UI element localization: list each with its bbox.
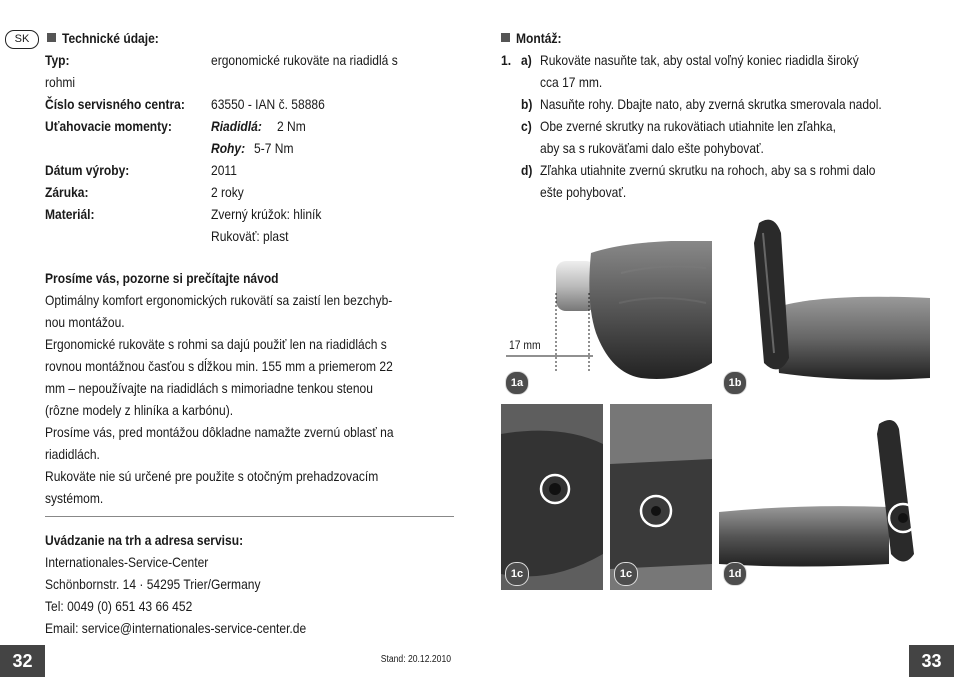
read-heading: Prosíme vás, pozorne si prečítajte návod	[45, 270, 279, 286]
section-divider	[45, 516, 454, 517]
tech-heading: Technické údaje:	[62, 30, 159, 46]
email-line: Email: service@internationales-service-center.de	[45, 620, 307, 636]
text-line: (rôzne modely z hliníka a karbónu).	[45, 402, 234, 418]
figure-1c-clamp	[610, 404, 712, 590]
spec-value-em: Riadidlá:	[211, 118, 262, 134]
page-number-left: 32	[0, 645, 45, 677]
step-text: aby sa s rukoväťami dalo ešte pohybovať.	[540, 140, 764, 156]
step-text: Zľahka utiahnite zvernú skrutku na rohoch, aby sa s rohmi dalo	[540, 162, 876, 178]
spec-value: Zverný krúžok: hliník	[211, 206, 322, 222]
spec-value: ergonomické rukoväte na riadidlá s	[211, 52, 398, 68]
grip-handlebar-illustration	[501, 213, 712, 395]
text-line: Rukoväte nie sú určené pre použite s otočným prehadzovacím	[45, 468, 379, 484]
step-number: 1.	[501, 52, 512, 68]
section-bullet-icon	[47, 33, 56, 42]
spec-value: 63550 - IAN č. 58886	[211, 96, 325, 112]
figure-label: 1a	[505, 371, 529, 395]
step-text: cca 17 mm.	[540, 74, 603, 90]
spec-label: Uťahovacie momenty:	[45, 118, 172, 134]
language-badge: SK	[5, 30, 39, 49]
step-letter: b)	[521, 96, 533, 112]
spec-value: rohmi	[45, 74, 76, 90]
service-heading: Uvádzanie na trh a adresa servisu:	[45, 532, 244, 548]
figure-label: 1b	[723, 371, 747, 395]
text-line: rovnou montážnou časťou s dĺžkou min. 155 mm a priemerom 22	[45, 358, 393, 374]
figure-1c-grip	[501, 404, 603, 590]
measure-label: 17 mm	[509, 338, 541, 352]
figure-1a	[501, 213, 712, 395]
figure-1d	[719, 404, 930, 590]
step-text: Obe zverné skrutky na rukovätiach utiahnite len zľahka,	[540, 118, 836, 134]
spec-value: Rukoväť: plast	[211, 228, 289, 244]
bar-end-illustration	[719, 213, 930, 395]
spec-label: Dátum výroby:	[45, 162, 130, 178]
text-line: systémom.	[45, 490, 104, 506]
figure-1b	[719, 213, 930, 395]
page-number-right: 33	[909, 645, 954, 677]
spec-value: 2 roky	[211, 184, 244, 200]
step-letter: a)	[521, 52, 532, 68]
text-line: Optimálny komfort ergonomických rukovätí sa zaistí len bezchyb-	[45, 292, 393, 308]
figure-label: 1c	[614, 562, 638, 586]
spec-value-em: Rohy:	[211, 140, 246, 156]
spec-label: Typ:	[45, 52, 70, 68]
section-bullet-icon	[501, 33, 510, 42]
figure-label: 1c	[505, 562, 529, 586]
assembly-heading: Montáž:	[516, 30, 562, 46]
text-line: Ergonomické rukoväte s rohmi sa dajú použiť len na riadidlách s	[45, 336, 387, 352]
text-line: Internationales-Service-Center	[45, 554, 209, 570]
spec-value: 5-7 Nm	[254, 140, 294, 156]
text-line: riadidlách.	[45, 446, 100, 462]
step-text: Rukoväte nasuňte tak, aby ostal voľný koniec riadidla široký	[540, 52, 859, 68]
step-letter: c)	[521, 118, 532, 134]
text-line: Schönbornstr. 14 · 54295 Trier/Germany	[45, 576, 261, 592]
step-text: ešte pohybovať.	[540, 184, 627, 200]
step-letter: d)	[521, 162, 533, 178]
spec-value: 2011	[211, 162, 237, 178]
spec-value: 2 Nm	[277, 118, 306, 134]
text-line: mm – nepoužívajte na riadidlách s mimoriadne tenkou stenou	[45, 380, 373, 396]
bar-end-screw-illustration	[719, 404, 930, 590]
stand-date: Stand: 20.12.2010	[380, 654, 452, 665]
spec-label: Materiál:	[45, 206, 95, 222]
spec-label: Číslo servisného centra:	[45, 96, 185, 112]
text-line: nou montážou.	[45, 314, 125, 330]
text-line: Tel: 0049 (0) 651 43 66 452	[45, 598, 193, 614]
figure-label: 1d	[723, 562, 747, 586]
step-text: Nasuňte rohy. Dbajte nato, aby zverná skrutka smerovala nadol.	[540, 96, 882, 112]
spec-label: Záruka:	[45, 184, 89, 200]
text-line: Prosíme vás, pred montážou dôkladne namažte zvernú oblasť na	[45, 424, 394, 440]
